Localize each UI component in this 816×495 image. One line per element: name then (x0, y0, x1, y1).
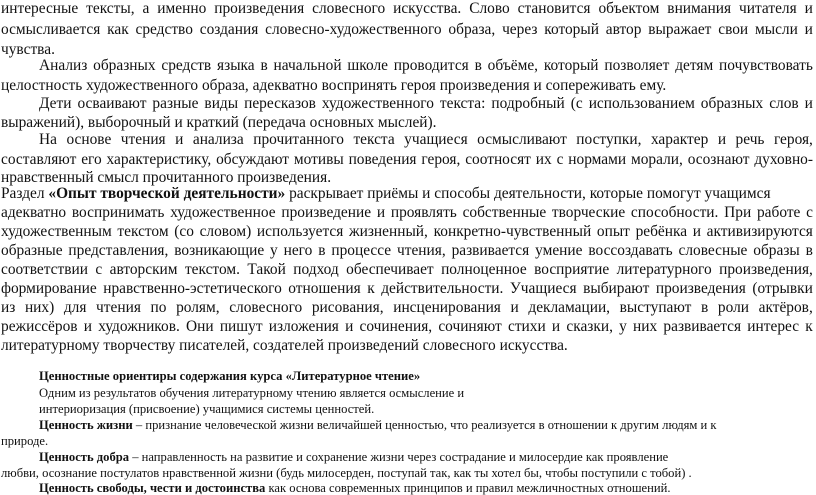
word: использованием (588, 95, 695, 112)
word: словесные (678, 242, 748, 259)
text-line (1, 0, 813, 17)
word: ролям, (176, 299, 220, 316)
word: Такой (247, 261, 286, 278)
text-line: Одним из результатов обучения литературному чтению является осмысление и (39, 386, 465, 400)
word: авторским (109, 261, 178, 278)
word: подход (293, 261, 339, 278)
values-heading: Ценностные ориентиры содержания курса «Литературное чтение» (39, 369, 421, 383)
text-line (1, 299, 813, 316)
word: чтения (96, 299, 141, 316)
word: слов (769, 95, 799, 112)
word: чтения, (396, 242, 446, 259)
value-term: Ценность добра (39, 450, 130, 464)
word: составляют (1, 151, 77, 168)
word: и (692, 223, 701, 240)
word: прочитанного (253, 131, 344, 148)
text-line: целостность художественного образа, адекватно воспринять героя произведения и сопереживать ему. (1, 77, 667, 94)
word: разные (152, 95, 199, 112)
word: духовно- (754, 151, 813, 168)
word: используется (256, 223, 344, 240)
text-line: природе. (1, 434, 49, 448)
word: начальной (273, 57, 342, 74)
word: рисования, (311, 299, 384, 316)
word: в (701, 299, 709, 316)
word: к (367, 280, 375, 297)
word: интересные (1, 0, 79, 17)
value-freedom (39, 481, 671, 495)
word: выражает (648, 21, 712, 38)
word: осваивают (77, 95, 147, 112)
word: художественное (170, 204, 276, 221)
word: режиссёров (1, 318, 78, 335)
word: соответствии (1, 261, 88, 278)
word: текста (353, 131, 395, 148)
word: и (804, 95, 813, 112)
word: образа, (448, 21, 496, 38)
word: осмысливается (1, 21, 101, 38)
word: подробный (491, 95, 565, 112)
word: возникающие (174, 242, 265, 259)
text-line (39, 131, 813, 148)
word: объёме, (487, 57, 539, 74)
word: него (283, 242, 313, 259)
word: роли (717, 299, 750, 316)
word: по (150, 299, 167, 316)
word: формирование (1, 280, 97, 297)
word: произведения (214, 0, 305, 17)
word: умение (535, 242, 583, 259)
word: произведение (281, 204, 372, 221)
word: почувствовать (719, 57, 813, 74)
word: свои (718, 21, 749, 38)
word: автор (605, 21, 642, 38)
word: соотносят (465, 151, 531, 168)
word: текстом. (184, 261, 240, 278)
value-good (39, 450, 668, 464)
word: читателя (739, 0, 797, 17)
word: опыт (596, 223, 630, 240)
word: детям (675, 57, 714, 74)
word: и (510, 299, 519, 316)
word: к (805, 318, 813, 335)
word: а (142, 0, 150, 17)
word: средств (161, 57, 212, 74)
word: При (724, 204, 752, 221)
text-line: нравственный смысл прочитанного произведения. (1, 169, 332, 186)
text-run: Раздел (1, 185, 49, 202)
word: На (39, 131, 57, 148)
word: из (1, 299, 16, 316)
text-line (39, 57, 813, 74)
word: как (107, 21, 129, 38)
word: отношения (288, 280, 361, 297)
word: осознают (687, 151, 750, 168)
word: творческие (551, 204, 626, 221)
text-line (1, 223, 813, 240)
text-run: раскрывает приёмы и способы деятельности, которые помогут учащимся (285, 185, 771, 202)
word: выбирают (583, 280, 650, 297)
word: в (805, 242, 813, 259)
word: его (81, 151, 102, 168)
word: конкретно-чувственный (433, 223, 592, 240)
text-line: чувства. (1, 41, 55, 58)
word: морали, (630, 151, 683, 168)
word: и (551, 318, 561, 335)
word: проводится (393, 57, 469, 74)
word: виды (204, 95, 239, 112)
word: представления, (68, 242, 169, 259)
word: мысли (755, 21, 798, 38)
word: становится (517, 0, 591, 17)
word: полноценное (441, 261, 527, 278)
word: жизненный, (348, 223, 428, 240)
word: и (175, 131, 184, 148)
word: произведения (655, 280, 746, 297)
word: сказки, (566, 318, 613, 335)
word: Анализ (39, 57, 88, 74)
word: Учащиеся (509, 280, 577, 297)
word: Они (186, 318, 214, 335)
word: Слово (469, 0, 510, 17)
word: (со (174, 223, 194, 240)
word: декламации, (528, 299, 611, 316)
word: создания (199, 21, 259, 38)
word: с (556, 151, 564, 168)
word: поведения (348, 151, 417, 168)
word: Дети (39, 95, 72, 112)
word: образы (753, 242, 800, 259)
word: интерес (747, 318, 800, 335)
word: словесного (229, 299, 303, 316)
word: стихи (507, 318, 546, 335)
text-run: – направленность на развитие и сохранение жизни через сострадание и милосердие как проявление (129, 450, 669, 464)
word: чтения (120, 131, 166, 148)
text-line (1, 185, 771, 202)
word: художественным (1, 223, 112, 240)
word: учащиеся (404, 131, 468, 148)
word: и (804, 0, 813, 17)
word: который (544, 21, 599, 38)
word: и (345, 318, 354, 335)
section-title: «Опыт творческой деятельности» (48, 185, 286, 202)
word: искусства. (393, 0, 462, 17)
text-line (1, 261, 813, 278)
word: развивается (451, 242, 530, 259)
word: словесно-художественного (265, 21, 442, 38)
word: словом) (199, 223, 252, 240)
word: образных (93, 57, 156, 74)
word: способности. (630, 204, 719, 221)
text-line (1, 21, 813, 38)
word: процессе (331, 242, 392, 259)
word: пересказов (244, 95, 316, 112)
word: изложения (268, 318, 339, 335)
text-line: выражений), выборочный и краткий (передача основных мыслей). (1, 114, 437, 131)
word: произведения, (719, 261, 813, 278)
word: нравственно-эстетического (103, 280, 282, 297)
word: и (376, 204, 386, 221)
word: развивается (663, 318, 742, 335)
word: позволяет (604, 57, 670, 74)
word: воссоздавать (588, 242, 673, 259)
word: них (633, 318, 658, 335)
text-line: литературному творчеству писателей, создателей произведений словесного искусства. (1, 337, 568, 354)
word: у (619, 318, 627, 335)
word: у (270, 242, 278, 259)
word: (с (570, 95, 583, 112)
word: осмысливают (477, 131, 567, 148)
word: работе (756, 204, 801, 221)
text-run: как основа современных принципов и правил межличностных отношений. (265, 481, 671, 495)
value-life (39, 418, 717, 432)
text-line (1, 151, 813, 168)
text-line (39, 95, 813, 112)
text-run: – признание человеческой жизни величайшей ценностью, что реализуется в отношении к другим людям и к (132, 418, 717, 432)
word: художников. (98, 318, 180, 335)
word: нормами (568, 151, 627, 168)
word: в (318, 242, 326, 259)
word: в (260, 57, 268, 74)
word: в (474, 57, 482, 74)
word: проявлять (390, 204, 457, 221)
word: характер (650, 131, 709, 148)
word: с (806, 204, 813, 221)
word: актёров, (758, 299, 813, 316)
word: обеспечивает (346, 261, 434, 278)
word: художественного (321, 95, 434, 112)
value-term: Ценность жизни (39, 418, 133, 432)
text-line (1, 242, 813, 259)
word: анализа (192, 131, 244, 148)
word: текста: (439, 95, 486, 112)
word: выступают (619, 299, 692, 316)
word: мотивы (293, 151, 344, 168)
word: инсценирования (393, 299, 501, 316)
word: словесного (312, 0, 386, 17)
word: через (502, 21, 538, 38)
word: них) (24, 299, 55, 316)
text-line: интериоризация (присвоение) учащимися системы ценностей. (39, 402, 375, 416)
word: (отрывки (752, 280, 813, 297)
word: текстом (117, 223, 169, 240)
word: поступки, (576, 131, 642, 148)
word: воспринимать (71, 204, 165, 221)
word: средство (135, 21, 193, 38)
word: и (717, 131, 727, 148)
word: пишут (219, 318, 263, 335)
word: действительности. (381, 280, 504, 297)
word: основе (66, 131, 112, 148)
word: с (95, 261, 103, 278)
word: образных (700, 95, 764, 112)
word: речь (735, 131, 765, 148)
word: внимания (667, 0, 732, 17)
word: литературного (616, 261, 712, 278)
value-term: Ценность свободы, чести и достоинства (39, 481, 266, 495)
word: характеристику, (106, 151, 212, 168)
text-line (1, 280, 813, 297)
word: обсуждают (216, 151, 290, 168)
word: ребёнка (635, 223, 688, 240)
word: и (83, 318, 93, 335)
text-line (1, 318, 813, 335)
word: героя, (421, 151, 461, 168)
word: объектом (598, 0, 660, 17)
word: для (63, 299, 87, 316)
word: сочинения, (359, 318, 433, 335)
word: именно (157, 0, 207, 17)
text-line (1, 204, 813, 221)
word: их (535, 151, 552, 168)
word: тексты, (86, 0, 135, 17)
word: адекватно (1, 204, 67, 221)
word: собственные (462, 204, 547, 221)
word: который (543, 57, 599, 74)
word: языка (217, 57, 255, 74)
word: и (804, 21, 813, 38)
word: героя, (773, 131, 813, 148)
word: активизируются (706, 223, 813, 240)
word: сочиняют (438, 318, 502, 335)
word: образные (1, 242, 63, 259)
word: школе (347, 57, 388, 74)
word: восприятие (534, 261, 610, 278)
text-line: любви, осознание постулатов нравственной жизни (будь милосерден, поступай так, как ты хотел бы, чтобы поступили с тобой) . (1, 466, 692, 480)
